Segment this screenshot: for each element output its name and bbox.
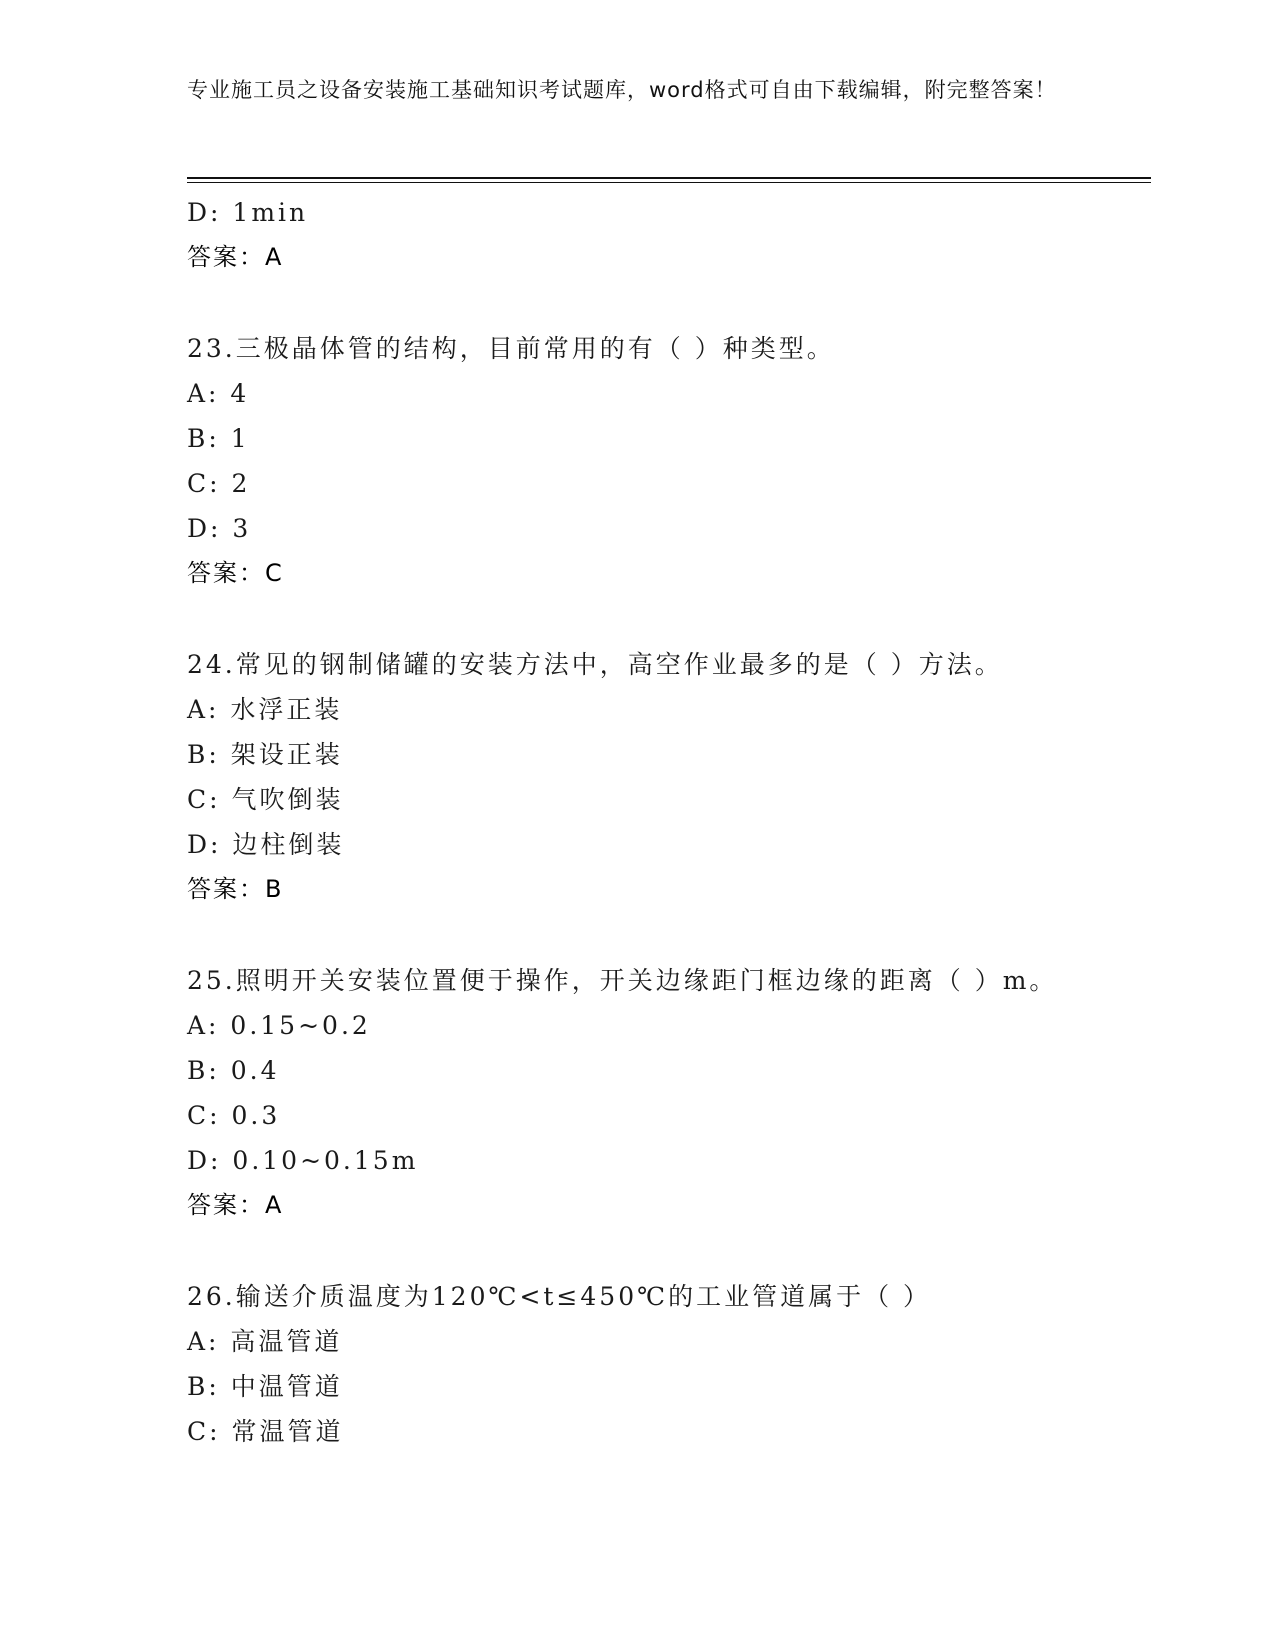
spacer [187, 280, 1151, 326]
option-c: C: 2 [187, 469, 251, 498]
question-stem-24: 24.常见的钢制储罐的安装方法中，高空作业最多的是（ ）方法。 [187, 650, 1003, 679]
answer-line: 答案：C [187, 559, 284, 587]
option-d: D: 1min [187, 198, 309, 227]
option-b: B: 1 [187, 424, 250, 453]
header-divider-thin [187, 182, 1151, 183]
spacer [187, 596, 1151, 642]
option-d: D: 边柱倒装 [187, 830, 345, 859]
option-d: D: 0.10~0.15m [187, 1146, 419, 1175]
option-c: C: 常温管道 [187, 1417, 344, 1446]
spacer [187, 912, 1151, 958]
option-a: A: 0.15~0.2 [187, 1011, 371, 1040]
page-header: 专业施工员之设备安装施工基础知识考试题库，word格式可自由下载编辑，附完整答案！ [187, 78, 1057, 102]
question-stem-25: 25.照明开关安装位置便于操作，开关边缘距门框边缘的距离（ ）m。 [187, 966, 1058, 995]
option-b: B: 0.4 [187, 1056, 280, 1085]
option-c: C: 0.3 [187, 1101, 281, 1130]
question-list [187, 190, 1151, 1454]
answer-line: 答案：A [187, 243, 284, 271]
spacer [187, 1228, 1151, 1274]
option-a: A: 4 [187, 379, 250, 408]
header-divider-thick [187, 177, 1151, 179]
answer-line: 答案：A [187, 1191, 284, 1219]
question-stem-23: 23.三极晶体管的结构，目前常用的有（ ）种类型。 [187, 334, 835, 363]
answer-line: 答案：B [187, 875, 284, 903]
option-a: A: 高温管道 [187, 1327, 343, 1356]
option-b: B: 架设正装 [187, 740, 343, 769]
option-b: B: 中温管道 [187, 1372, 343, 1401]
question-stem-26: 26.输送介质温度为120℃<t≤450℃的工业管道属于（ ） [187, 1282, 932, 1311]
option-d: D: 3 [187, 514, 252, 543]
option-c: C: 气吹倒装 [187, 785, 344, 814]
option-a: A: 水浮正装 [187, 695, 343, 724]
